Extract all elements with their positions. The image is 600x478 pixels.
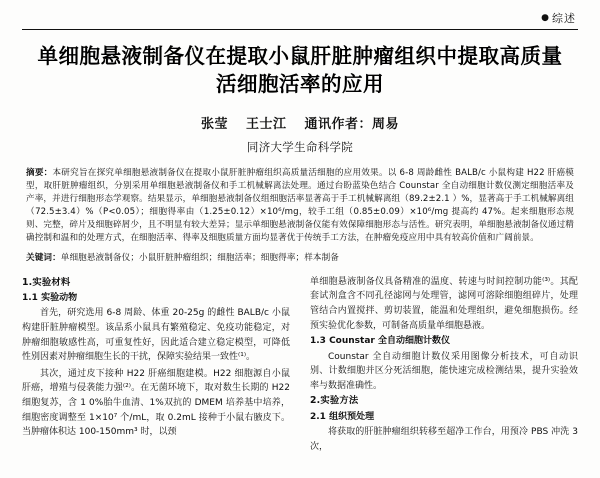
heading-counstar: 1.3 Counstar 全自动细胞计数仪: [310, 336, 450, 347]
page-title: [28, 42, 572, 99]
column-right: [310, 275, 578, 454]
title-line-1: 单细胞悬液制备仪在提取小鼠肝脏肿瘤组织中提取高质量: [37, 44, 563, 68]
author-list: [22, 113, 578, 132]
paragraph-counstar: Counstar 全自动细胞计数仪采用图像分析技术，可自动识别、计数细胞并区分死活细胞，能快速完成检测结果，提升实验效率与数据准确性。: [310, 351, 578, 391]
heading-animals: 1.1 实验动物: [22, 292, 78, 303]
affiliation: 同济大学生命科学院: [246, 139, 354, 154]
heading-tissue-prep: 2.1 组织预处理: [310, 411, 375, 422]
abstract-text: 本研究旨在探究单细胞悬液制备仪在提取小鼠肝脏肿瘤组织高质量活细胞的应用效果。以 6-8 周龄雌性 BALB/c 小鼠构建 H22 肝癌模型，取肝脏肿瘤组织，分别采用单细胞悬液制备仪和手工机械解离法处理。通过台盼蓝染色结合 Counstar 全自动细胞计数仪测定细胞活率及产率，并进行细胞形态学观察。结果显示，单细胞悬液制备仪组细胞活率显著高于手工机械解离组（89.2±2.1 ）%，显著高于手工机械解离组（72.5±3.4）%（P<0.05）；细胞得率由（1.25±0.12）×10⁶/mg，较手工组（0.85±0.09）×10⁶/mg 提高约 47%。起来细胞形态规则、完整，碎片及细胞碎屑少，且不明显有较大差异；显示单细胞悬液制备仪能有效保障细胞形态与活性。研究表明，单细胞悬液制备仪通过精确控制和温和的处理方式，在细胞活率、得率及细胞质量方面均显著优于传统手工方法，在肿瘤免疫应用中具有较高价值和广阔前景。: [26, 167, 574, 243]
body-columns: [22, 275, 578, 454]
paragraph-animals-1: 首先，研究选用 6-8 周龄、体重 20-25g 的雌性 BALB/c 小鼠构建肝脏肿瘤模型。该品系小鼠具有繁殖稳定、免疫功能稳定，对肿瘤细胞敏感性高，可重复性好，因此适合建立稳定模型，可降低性别因素对肿瘤细胞生长的干扰，保障实验结果一致性⁽¹⁾。: [22, 308, 290, 363]
title-line-2: 活细胞活率的应用: [216, 72, 384, 97]
author-3: 周易: [372, 116, 400, 132]
abstract-label: 摘要：: [26, 167, 53, 178]
page-header: [22, 10, 578, 26]
author-2: 王士江: [245, 116, 287, 132]
column-left: [22, 275, 290, 454]
paragraph-tissue-prep: 将获取的肝脏肿瘤组织转移至超净工作台，用预冷 PBS 冲洗 3 次，: [310, 427, 578, 452]
paragraph-animals-2: 其次，通过皮下接种 H22 肝癌细胞建模。H22 细胞源自小鼠肝癌，增殖与侵袭能力强⁽²⁾。在无菌环境下，取对数生长期的 H22 细胞复苏，含 1 0%胎牛血清、1%双抗的 DMEM 培养基中培养，细胞密度调整至 1×10⁷ 个/mL，取 0.2mL 接种于小鼠右腋皮下。当肿瘤体积达 100-150mm³ 时，以颈: [22, 368, 290, 438]
heading-methods: 2.实验方法: [310, 395, 359, 407]
bullet-icon: ●: [541, 12, 549, 23]
section-category-label: 综述: [552, 12, 576, 25]
author-1: 张莹: [200, 116, 228, 132]
header-divider: [22, 29, 578, 30]
keywords: [26, 252, 574, 265]
heading-materials: 1.实验材料: [22, 276, 71, 288]
corresponding-author-label: 通讯作者：: [304, 116, 373, 132]
abstract: [26, 167, 574, 245]
keywords-label: 关键词：: [26, 252, 61, 263]
paragraph-device: 单细胞悬液制备仪具备精准的温度、转速与时间控制功能⁽³⁾。其配套试剂盒含不同孔径滤网与处理管，滤网可溶除细胞组碎片，处理管结合内置搅拌、剪切装置，能温和处理组织，避免细胞损伤。经预实验优化参数，可制备高质量单细胞悬液。: [310, 276, 578, 331]
keywords-text: 单细胞悬液制备仪；小鼠肝脏肿瘤组织；细胞活率；细胞得率；样本制备: [60, 252, 339, 263]
